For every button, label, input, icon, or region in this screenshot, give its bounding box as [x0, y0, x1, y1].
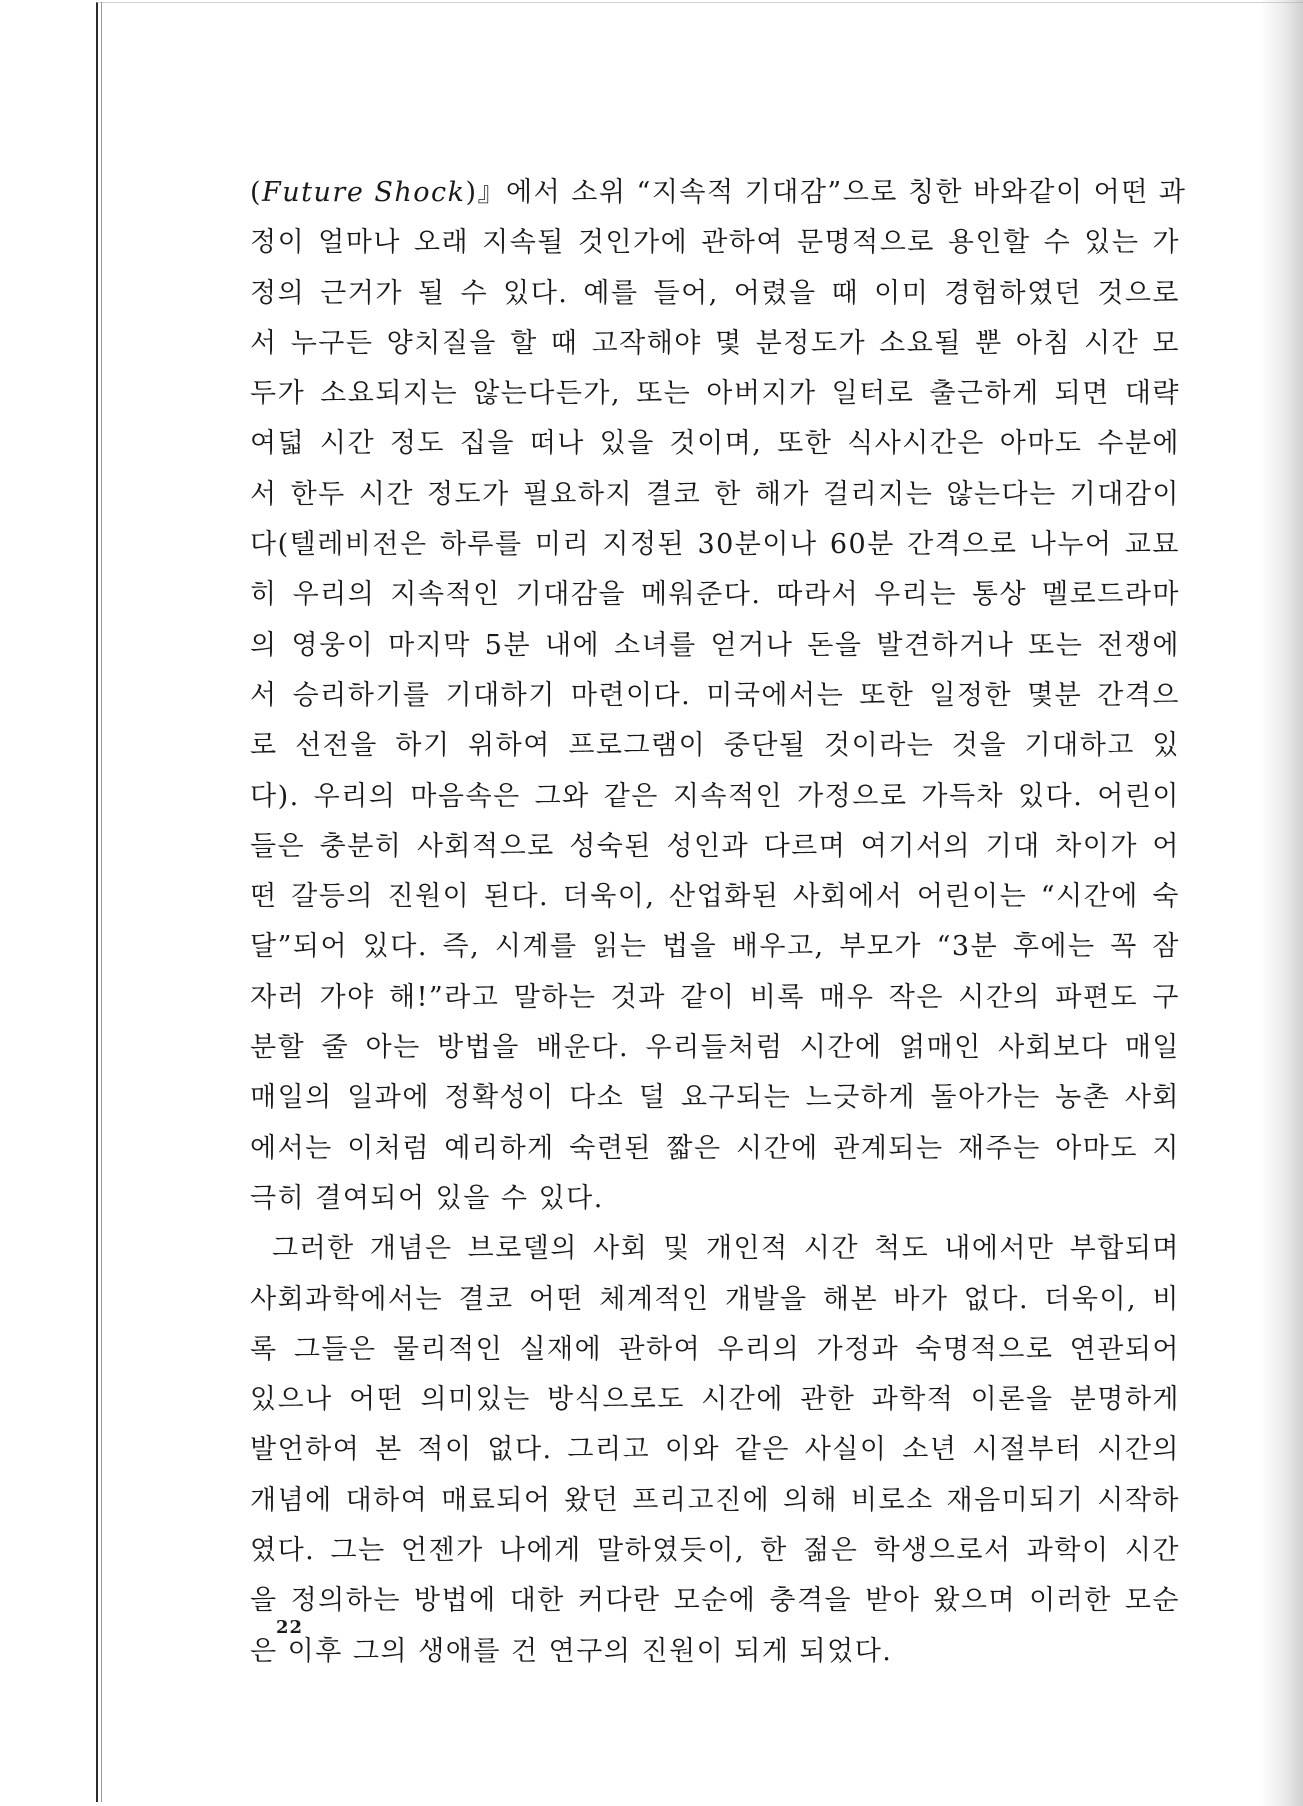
text-line: 분할 줄 아는 방법을 배운다. 우리들처럼 시간에 얽매인 사회보다 매일 — [250, 1032, 1180, 1064]
text-line: 을 정의하는 방법에 대한 커다란 모순에 충격을 받아 왔으며 이러한 모순 — [250, 1585, 1180, 1617]
text-line: 달”되어 있다. 즉, 시계를 읽는 법을 배우고, 부모가 “3분 후에는 꼭 잠 — [250, 931, 1180, 963]
text-line: 서 누구든 양치질을 할 때 고작해야 몇 분정도가 소요될 뿐 아침 시간 모 — [250, 327, 1180, 359]
body-text — [250, 168, 1187, 1677]
text-line: 사회과학에서는 결코 어떤 체계적인 개발을 해본 바가 없다. 더욱이, 비 — [250, 1283, 1180, 1315]
page-number: 22 — [276, 1617, 304, 1638]
text-line: 있으나 어떤 의미있는 방식으로도 시간에 관한 과학적 이론을 분명하게 — [250, 1384, 1180, 1416]
text-line: 로 선전을 하기 위하여 프로그램이 중단될 것이라는 것을 기대하고 있 — [250, 730, 1180, 762]
text-line: 극히 결여되어 있을 수 있다. — [250, 1182, 604, 1214]
text-line: 자러 가야 해!”라고 말하는 것과 같이 비록 매우 작은 시간의 파편도 구 — [250, 981, 1180, 1013]
text-line: 여덟 시간 정도 집을 떠나 있을 것이며, 또한 식사시간은 아마도 수분에 — [250, 428, 1180, 460]
text-line: 였다. 그는 언젠가 나에게 말하였듯이, 한 젊은 학생으로서 과학이 시간 — [250, 1535, 1180, 1567]
text-line: 히 우리의 지속적인 기대감을 메워준다. 따라서 우리는 통상 멜로드라마 — [250, 579, 1180, 611]
text-line: 들은 충분히 사회적으로 성숙된 성인과 다르며 여기서의 기대 차이가 어 — [250, 830, 1180, 862]
text-line: 그러한 개념은 브로델의 사회 및 개인적 시간 척도 내에서만 부합되며 — [272, 1233, 1180, 1265]
text-line: 은 이후 그의 생애를 건 연구의 진원이 되게 되었다. — [250, 1635, 893, 1667]
text-line: 개념에 대하여 매료되어 왔던 프리고진에 의해 비로소 재음미되기 시작하 — [250, 1484, 1180, 1516]
text-fragment: ( — [250, 177, 263, 208]
text-line: 발언하여 본 적이 없다. 그리고 이와 같은 사실이 소년 시절부터 시간의 — [250, 1434, 1180, 1466]
text-fragment: )』에서 소위 “지속적 기대감”으로 칭한 바와같이 어떤 과 — [465, 177, 1187, 208]
text-line: 의 영웅이 마지막 5분 내에 소녀를 얻거나 돈을 발견하거나 또는 전쟁에 — [250, 629, 1180, 661]
text-line: 정이 얼마나 오래 지속될 것인가에 관하여 문명적으로 용인할 수 있는 가 — [250, 227, 1180, 259]
book-title: Future Shock — [262, 177, 466, 208]
text-line: 에서는 이처럼 예리하게 숙련된 짧은 시간에 관계되는 재주는 아마도 지 — [250, 1132, 1180, 1164]
text-line: 매일의 일과에 정확성이 다소 덜 요구되는 느긋하게 돌아가는 농촌 사회 — [250, 1082, 1180, 1114]
text-line: 떤 갈등의 진원이 된다. 더욱이, 산업화된 사회에서 어린이는 “시간에 숙 — [250, 881, 1180, 913]
text-line: 서 승리하기를 기대하기 마련이다. 미국에서는 또한 일정한 몇분 간격으 — [250, 679, 1180, 711]
text-line: 다(텔레비전은 하루를 미리 지정된 30분이나 60분 간격으로 나누어 교묘 — [250, 529, 1180, 561]
text-line: 다). 우리의 마음속은 그와 같은 지속적인 가정으로 가득차 있다. 어린이 — [250, 780, 1180, 812]
text-line: 록 그들은 물리적인 실재에 관하여 우리의 가정과 숙명적으로 연관되어 — [250, 1333, 1180, 1365]
text-line: 두가 소요되지는 않는다든가, 또는 아버지가 일터로 출근하게 되면 대략 — [250, 378, 1180, 410]
text-line — [250, 168, 1187, 218]
page-edge-shadow — [1259, 0, 1303, 1806]
text-line: 서 한두 시간 정도가 필요하지 결코 한 해가 걸리지는 않는다는 기대감이 — [250, 478, 1180, 510]
page-binding-edge — [101, 2, 102, 1802]
text-line: 정의 근거가 될 수 있다. 예를 들어, 어렸을 때 이미 경험하였던 것으로 — [250, 277, 1180, 309]
